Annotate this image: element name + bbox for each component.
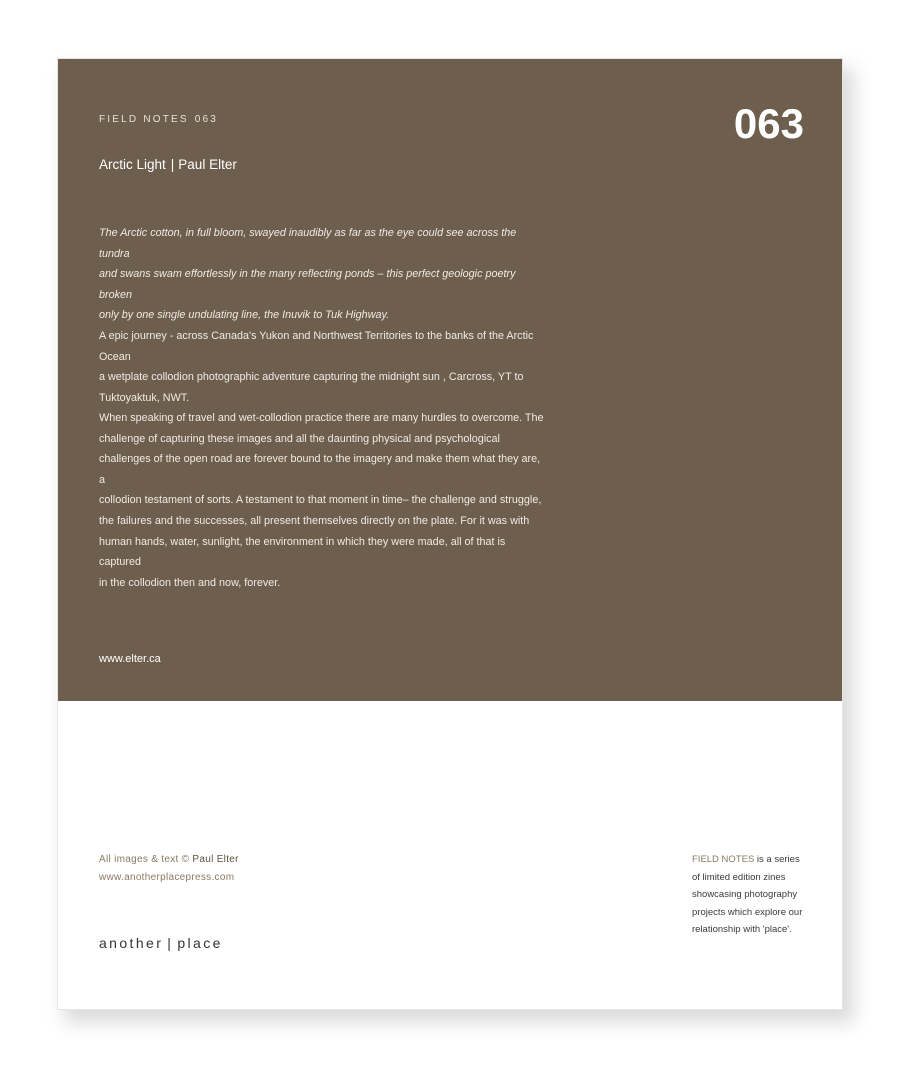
series-name: FIELD NOTES xyxy=(99,114,189,125)
copyright-line xyxy=(99,851,239,869)
paragraph-line: challenges of the open road are forever bound to the imagery and make them what they are, a xyxy=(99,453,541,486)
work-title: Arctic Light xyxy=(99,157,166,172)
paragraph-line: in the collodion then and now, forever. xyxy=(99,576,281,589)
credits-block xyxy=(99,851,239,887)
intro-quote xyxy=(99,223,544,326)
series-description xyxy=(692,851,822,939)
logo-word-place: place xyxy=(177,935,223,951)
publisher-website-link[interactable]: www.anotherplacepress.com xyxy=(99,872,235,883)
author-name: Paul Elter xyxy=(178,157,237,172)
paragraph-line: When speaking of travel and wet-collodion practice there are many hurdles to overcome. The xyxy=(99,412,544,424)
paragraph-line: the failures and the successes, all present themselves directly on the plate. For it was with xyxy=(99,514,530,527)
about-line: of limited edition zines xyxy=(692,871,786,883)
paragraph-line: A epic journey - across Canada's Yukon and Northwest Territories to the banks of the Arctic Ocean xyxy=(99,330,534,363)
about-line-rest: is a series xyxy=(754,854,800,865)
zine-back-cover xyxy=(57,58,843,1010)
logo-word-another: another xyxy=(99,935,164,951)
title-separator: | xyxy=(170,157,175,172)
copyright-name: Paul Elter xyxy=(192,854,239,865)
about-line: relationship with 'place'. xyxy=(692,924,792,936)
issue-number: 063 xyxy=(733,100,804,147)
paragraph-practice xyxy=(99,408,544,593)
about-line: showcasing photography xyxy=(692,889,798,901)
page-title xyxy=(99,157,237,172)
paragraph-journey xyxy=(99,326,544,408)
series-label xyxy=(99,114,218,125)
publisher-logo xyxy=(99,935,223,951)
series-number: 063 xyxy=(194,114,219,125)
paragraph-line: Tuktoyaktuk, NWT. xyxy=(99,391,190,404)
paragraph-line: a wetplate collodion photographic adventure capturing the midnight sun , Carcross, YT to xyxy=(99,371,524,384)
author-website-link[interactable]: www.elter.ca xyxy=(99,653,161,665)
about-line xyxy=(692,851,822,869)
about-lead: FIELD NOTES xyxy=(692,854,755,865)
copyright-prefix: All images & text © xyxy=(99,854,193,865)
quote-line: The Arctic cotton, in full bloom, swayed inaudibly as far as the eye could see across the tundra xyxy=(99,227,517,260)
quote-line: only by one single undulating line, the Inuvik to Tuk Highway. xyxy=(99,309,390,322)
paragraph-line: human hands, water, sunlight, the environment in which they were made, all of that is captured xyxy=(99,535,506,569)
logo-bar: | xyxy=(167,935,174,951)
paragraph-line: challenge of capturing these images and all the daunting physical and psychological xyxy=(99,432,500,445)
about-line: projects which explore our xyxy=(692,906,803,918)
quote-line: and swans swam effortlessly in the many reflecting ponds – this perfect geologic poetry broken xyxy=(99,268,516,301)
paragraph-line: collodion testament of sorts. A testament to that moment in time– the challenge and struggle, xyxy=(99,494,542,507)
brown-text-panel xyxy=(58,59,843,701)
